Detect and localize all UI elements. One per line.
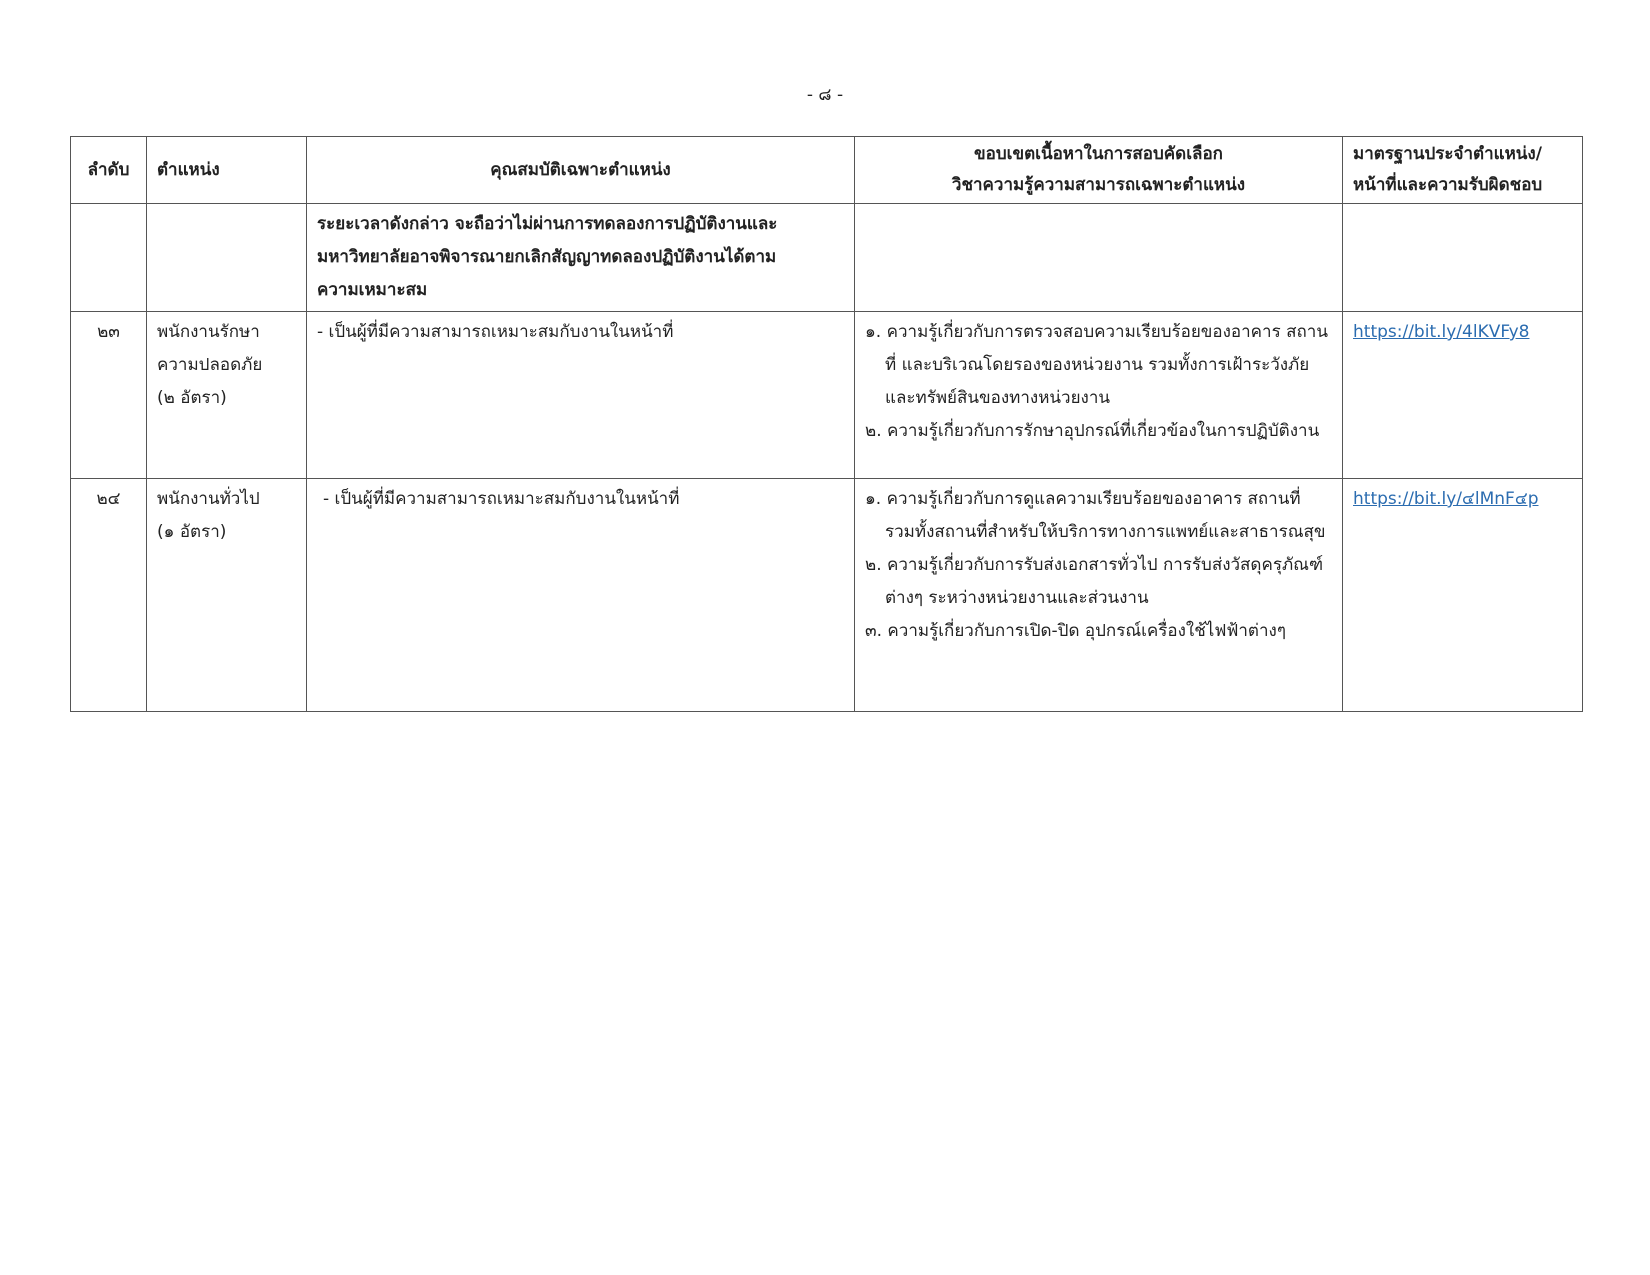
- cell-qualification-continued: [307, 204, 855, 312]
- table-header-row: [71, 137, 1583, 204]
- scope-cell: [855, 479, 1343, 712]
- header-scope: [855, 137, 1343, 204]
- cell-empty-no: [71, 204, 147, 312]
- qualification-cell: [307, 312, 855, 479]
- header-no: ลำดับ: [71, 137, 147, 204]
- standard-cell: [1343, 479, 1583, 712]
- header-standard: [1343, 137, 1583, 204]
- qualification-text: - เป็นผู้ที่มีความสามารถเหมาะสมกับงานในหน้าที่: [317, 322, 674, 342]
- continuation-line1: ระยะเวลาดังกล่าว จะถือว่าไม่ผ่านการทดลองการปฏิบัติงานและ: [317, 214, 778, 234]
- scope-item: ๑. ความรู้เกี่ยวกับการตรวจสอบความเรียบร้อยของอาคาร สถานที่ และบริเวณโดยรองของหน่วยงาน รวมทั้งการเฝ้าระวังภัยและทรัพย์สินของทางหน่วยงาน: [865, 322, 1328, 408]
- header-standard-line2: หน้าที่และความรับผิดชอบ: [1353, 175, 1543, 195]
- scope-item: ๒. ความรู้เกี่ยวกับการรับส่งเอกสารทั่วไป การรับส่งวัสดุครุภัณฑ์ต่างๆ ระหว่างหน่วยงานและส่วนงาน: [865, 555, 1324, 608]
- standard-link[interactable]: https://bit.ly/๔lMnF๔p: [1353, 489, 1539, 509]
- position-quota: (๒ อัตรา): [157, 388, 227, 408]
- scope-item: ๒. ความรู้เกี่ยวกับการรักษาอุปกรณ์ที่เกี่ยวข้องในการปฏิบัติงาน: [865, 421, 1320, 441]
- job-spec-table: [70, 136, 1583, 712]
- header-qualification: คุณสมบัติเฉพาะตำแหน่ง: [307, 137, 855, 204]
- scope-item: ๑. ความรู้เกี่ยวกับการดูแลความเรียบร้อยของอาคาร สถานที่ รวมทั้งสถานที่สำหรับให้บริการทางการแพทย์และสาธารณสุข: [865, 489, 1326, 542]
- qualification-text: - เป็นผู้ที่มีความสามารถเหมาะสมกับงานในหน้าที่: [323, 489, 680, 509]
- position-line: พนักงานรักษา: [157, 322, 260, 342]
- position-line: พนักงานทั่วไป: [157, 489, 260, 509]
- page-number: - ๘ -: [806, 85, 844, 105]
- qualification-cell: [307, 479, 855, 712]
- table-row: [71, 312, 1583, 479]
- cell-empty-position: [147, 204, 307, 312]
- position-quota: (๑ อัตรา): [157, 522, 227, 542]
- standard-link[interactable]: https://bit.ly/4lKVFy8: [1353, 322, 1530, 342]
- continuation-line3: ความเหมาะสม: [317, 280, 428, 300]
- header-position: ตำแหน่ง: [147, 137, 307, 204]
- scope-list: [865, 483, 1332, 648]
- cell-empty-standard: [1343, 204, 1583, 312]
- standard-cell: [1343, 312, 1583, 479]
- position-cell: [147, 312, 307, 479]
- header-scope-line1: ขอบเขตเนื้อหาในการสอบคัดเลือก: [974, 144, 1223, 164]
- row-number: ๒๓: [71, 312, 147, 479]
- scope-cell: [855, 312, 1343, 479]
- position-cell: [147, 479, 307, 712]
- scope-list: [865, 316, 1332, 448]
- header-scope-line2: วิชาความรู้ความสามารถเฉพาะตำแหน่ง: [951, 175, 1246, 195]
- continuation-line2: มหาวิทยาลัยอาจพิจารณายกเลิกสัญญาทดลองปฏิบัติงานได้ตาม: [317, 247, 777, 267]
- header-standard-line1: มาตรฐานประจำตำแหน่ง/: [1353, 144, 1542, 164]
- scope-item: ๓. ความรู้เกี่ยวกับการเปิด-ปิด อุปกรณ์เครื่องใช้ไฟฟ้าต่างๆ: [865, 621, 1286, 641]
- cell-empty-scope: [855, 204, 1343, 312]
- table-row: [71, 479, 1583, 712]
- position-line: ความปลอดภัย: [157, 355, 263, 375]
- row-number: ๒๔: [71, 479, 147, 712]
- table-row-continuation: [71, 204, 1583, 312]
